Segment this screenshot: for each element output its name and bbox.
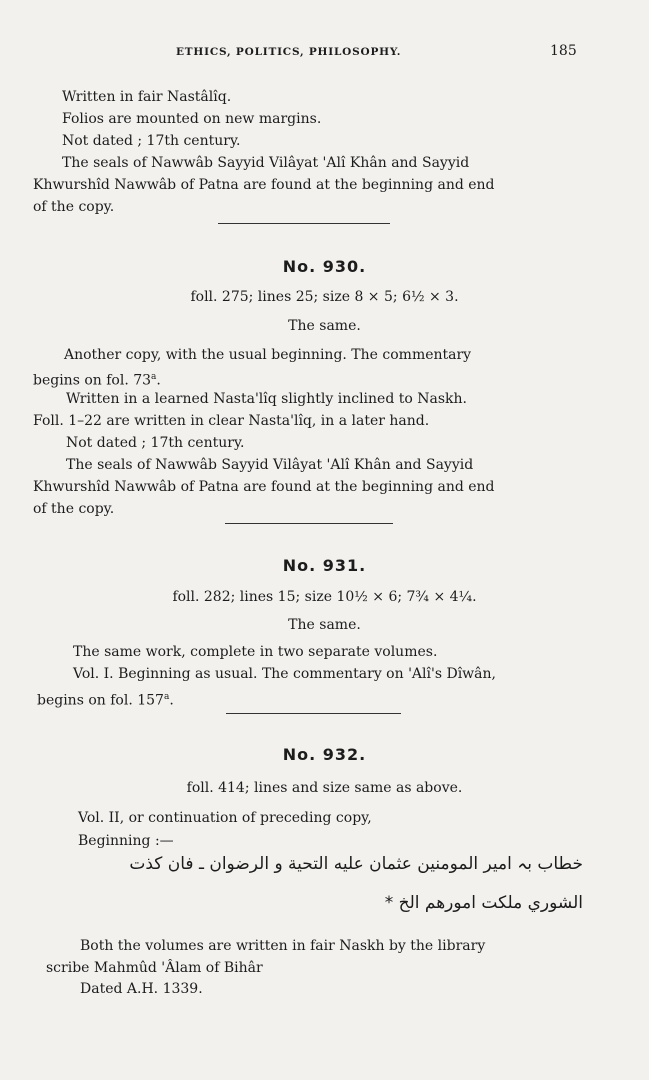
text-line: Beginning :— <box>78 833 174 849</box>
entry-heading: No. 931. <box>282 556 367 575</box>
text-line: Vol. II, or continuation of preceding copy, <box>78 810 372 826</box>
text-line: The seals of Nawwâb Sayyid Vilâyat 'Alî Khân and Sayyid <box>62 155 470 171</box>
text-line: Khwurshîd Nawwâb of Patna are found at the beginning and end <box>33 177 495 193</box>
text-line: begins on fol. 157$^a$. <box>37 692 174 709</box>
section-divider <box>226 713 401 714</box>
text-line: begins on fol. 73$^a$. <box>33 372 161 389</box>
text-line: Not dated ; 17th century. <box>66 435 245 451</box>
text-line: of the copy. <box>33 199 115 215</box>
entry-title: The same. <box>288 318 361 334</box>
text-line: Written in a learned Nasta'lîq slightly inclined to Naskh. <box>66 391 467 407</box>
text-line: Khwurshîd Nawwâb of Patna are found at the beginning and end <box>33 479 495 495</box>
text-line: Foll. 1–22 are written in clear Nasta'lîq, in a later hand. <box>33 413 430 429</box>
text-line: of the copy. <box>33 501 115 517</box>
text-line: scribe Mahmûd 'Âlam of Bihâr <box>46 960 263 976</box>
text-line: Not dated ; 17th century. <box>62 133 241 149</box>
entry-title: The same. <box>288 617 361 633</box>
text-line: The same work, complete in two separate volumes. <box>73 644 438 660</box>
text-line: Both the volumes are written in fair Naskh by the library <box>80 938 486 954</box>
page-number: 185 <box>550 43 577 59</box>
entry-specs: foll. 275; lines 25; size 8 × 5; 6½ × 3. <box>190 289 459 305</box>
text-line: Written in fair Nastâlîq. <box>62 89 232 105</box>
text-line: The seals of Nawwâb Sayyid Vilâyat 'Alî Khân and Sayyid <box>66 457 474 473</box>
section-divider <box>225 523 393 524</box>
section-divider <box>218 223 390 224</box>
entry-heading: No. 930. <box>282 257 367 276</box>
text-line: Folios are mounted on new margins. <box>62 111 322 127</box>
arabic-text-line: خطاب بہ امیر المومنین عثمان علیه التحیة و الرضوان ـ فان کذت <box>129 854 583 874</box>
text-line: Vol. I. Beginning as usual. The commentary on 'Alî's Dîwân, <box>73 666 496 682</box>
arabic-text-line: الشوري ملکت امورهم الخ * <box>384 893 583 913</box>
text-line: Dated A.H. 1339. <box>80 981 203 997</box>
entry-specs: foll. 414; lines and size same as above. <box>186 780 463 796</box>
header-title: ETHICS, POLITICS, PHILOSOPHY. <box>176 46 402 58</box>
entry-heading: No. 932. <box>282 745 367 764</box>
text-line: Another copy, with the usual beginning. The commentary <box>64 347 472 363</box>
entry-specs: foll. 282; lines 15; size 10½ × 6; 7¾ × 4¼. <box>172 589 477 605</box>
